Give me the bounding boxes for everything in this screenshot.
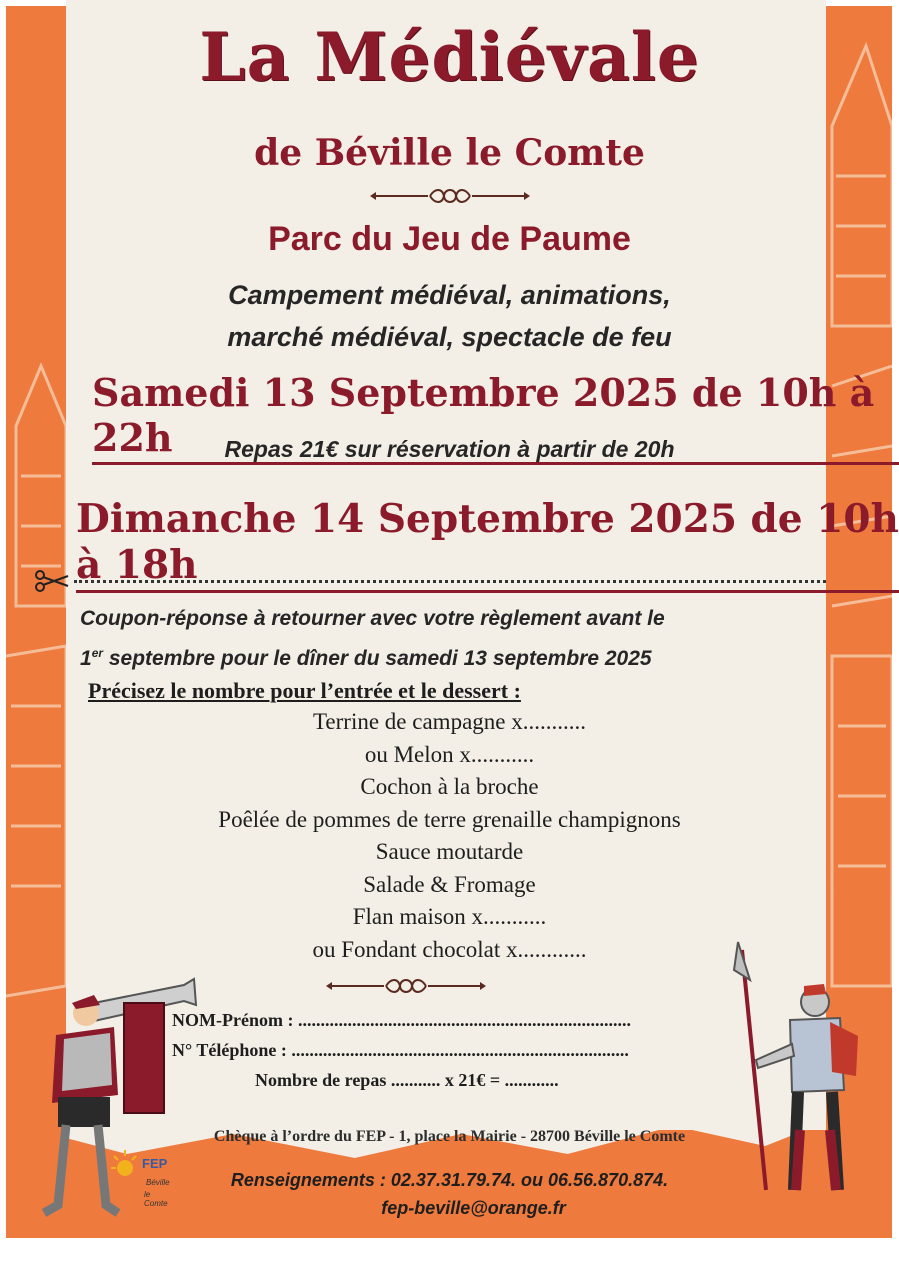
sun-icon [108, 1148, 142, 1182]
menu-item: Sauce moutarde [375, 839, 524, 864]
menu-item: ou Fondant chocolat x............ [312, 936, 587, 962]
cheque-info: Chèque à l’ordre du FEP - 1, place la Mairie - 28700 Béville le Comte [213, 1128, 686, 1145]
phone-dots: ........................................................................... [291, 1040, 629, 1060]
menu-heading: Précisez le nombre pour l’entrée et le dessert : [88, 678, 521, 703]
fep-logo-name: FEP [142, 1156, 168, 1171]
coupon-rest: septembre pour le dîner du samedi 13 septembre 2025 [103, 647, 652, 670]
menu-list [0, 706, 899, 966]
menu-item: Poêlée de pommes de terre grenaille champignons [218, 806, 681, 832]
menu-item: Terrine de campagne x........... [312, 709, 586, 734]
meal-note: Repas 21€ sur réservation à partir de 20h [224, 436, 675, 462]
menu-item: ou Melon x........... [364, 741, 535, 767]
meals-price: x 21€ = [444, 1070, 501, 1090]
meals-field[interactable] [255, 1070, 559, 1091]
meals-dots: ........... [390, 1070, 441, 1090]
ornament-divider-icon [370, 186, 530, 206]
fep-logo [108, 1148, 168, 1223]
cut-line [74, 580, 826, 583]
page-title: La Médiévale [199, 18, 700, 96]
name-dots: .......................................................................... [297, 1010, 631, 1030]
name-label: NOM-Prénom : [172, 1010, 294, 1030]
contact-email[interactable]: fep-beville@orange.fr [381, 1198, 566, 1218]
fep-logo-sub1: Béville [146, 1178, 170, 1187]
sunday-date: Dimanche 14 Septembre 2025 de 10h à 18h [76, 496, 899, 593]
phone-label: N° Téléphone : [172, 1040, 287, 1060]
meals-total: ............ [504, 1070, 559, 1090]
coupon-day: 1 [80, 647, 92, 670]
menu-item: Salade & Fromage [363, 871, 536, 897]
coupon-line-2 [80, 636, 820, 676]
activities-text [0, 274, 899, 358]
name-field[interactable] [172, 1010, 631, 1031]
contact-phones: Renseignements : 02.37.31.79.74. ou 06.56.870.874. [230, 1170, 669, 1190]
menu-item: Cochon à la broche [360, 774, 539, 799]
coupon-instructions [80, 602, 820, 676]
saturday-date: Samedi 13 Septembre 2025 de 10h à 22h [92, 370, 899, 465]
coupon-sup: er [91, 646, 104, 660]
activities-line-1: Campement médiéval, animations, [228, 280, 671, 310]
coupon-line-1: Coupon-réponse à retourner avec votre règlement avant le [80, 607, 665, 630]
meals-label: Nombre de repas [255, 1070, 387, 1090]
ornament-divider-icon [306, 976, 506, 996]
knight-icon [720, 940, 870, 1220]
menu-item: Flan maison x........... [352, 904, 547, 929]
page-subtitle: de Béville le Comte [254, 132, 645, 174]
scissors-icon [34, 570, 70, 592]
fep-logo-sub2: le Comte [144, 1190, 168, 1208]
activities-line-2: marché médiéval, spectacle de feu [227, 322, 672, 352]
phone-field[interactable] [172, 1040, 629, 1061]
venue-name: Parc du Jeu de Paume [268, 220, 631, 258]
